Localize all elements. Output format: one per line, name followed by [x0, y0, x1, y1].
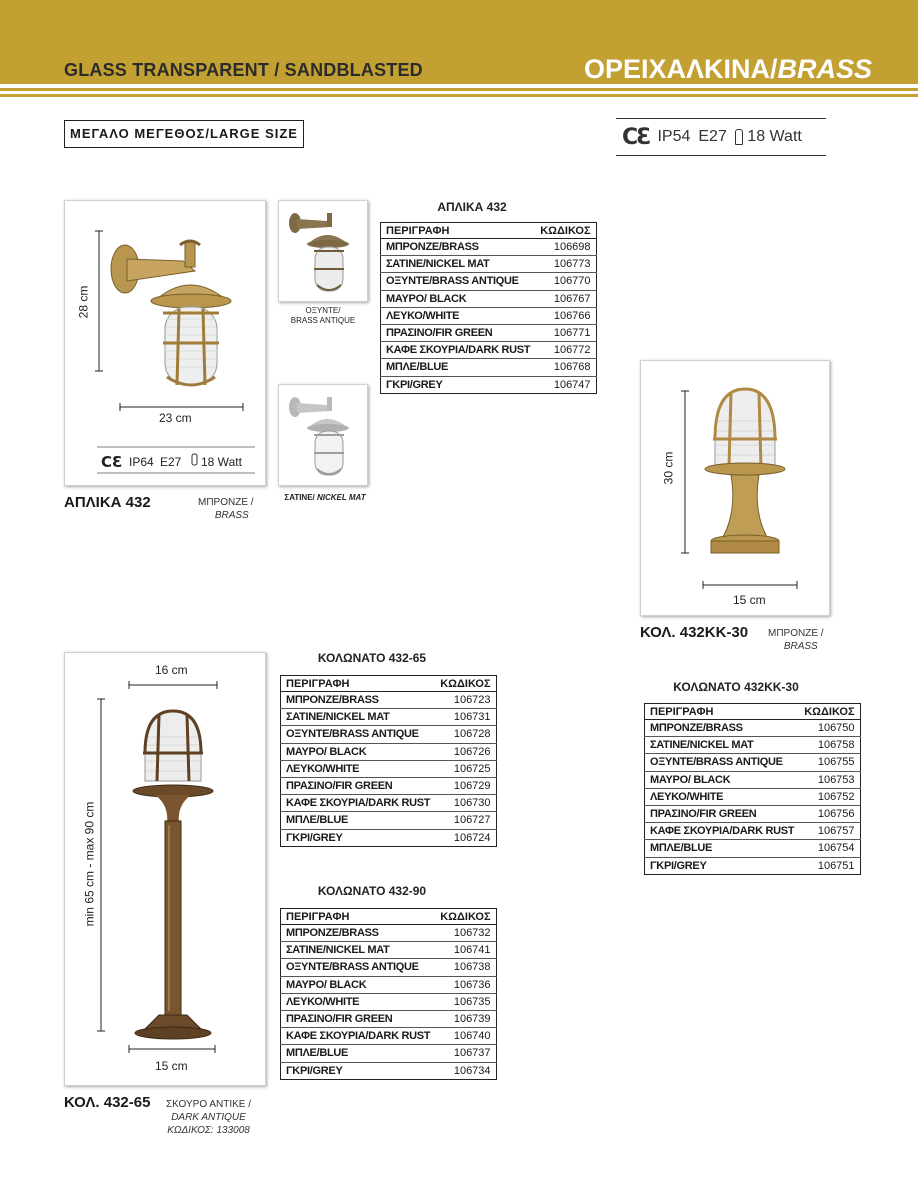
table-row	[281, 925, 497, 942]
row-description: ΛΕΥΚΟ/WHITE	[281, 993, 436, 1010]
post65-base-width: 15 cm	[155, 1059, 188, 1073]
post30-photo	[640, 360, 830, 616]
table-header-row	[281, 676, 497, 692]
table-row	[381, 307, 597, 324]
row-description: ΚΑΦΕ ΣΚΟΥΡΙΑ/DARK RUST	[381, 342, 536, 359]
post65-color	[166, 1098, 251, 1137]
post30-title: ΚΟΛ. 432ΚΚ-30	[640, 624, 749, 641]
row-description: ΚΑΦΕ ΣΚΟΥΡΙΑ/DARK RUST	[281, 795, 436, 812]
table-432	[380, 222, 597, 394]
row-code: 106739	[435, 1010, 496, 1027]
antique-lamp-illustration	[279, 201, 367, 301]
table-row	[645, 857, 861, 874]
table-row	[645, 754, 861, 771]
row-description: ΜΠΛΕ/BLUE	[281, 1045, 436, 1062]
row-description: ΟΞΥΝΤΕ/BRASS ANTIQUE	[281, 959, 436, 976]
table-row	[645, 720, 861, 737]
row-code: 106729	[435, 777, 496, 794]
table-header-row	[381, 223, 597, 239]
row-code: 106740	[435, 1028, 496, 1045]
row-description: ΜΑΥΡΟ/ BLACK	[381, 290, 536, 307]
spec-watt-value: 18 Watt	[747, 128, 802, 145]
row-description: ΛΕΥΚΟ/WHITE	[645, 788, 800, 805]
row-description: ΣΑΤΙΝΕ/NICKEL MAT	[645, 737, 800, 754]
table-row	[645, 771, 861, 788]
table-head-desc: ΠΕΡΙΓΡΑΦΗ	[381, 223, 536, 239]
post65-photo	[64, 652, 266, 1086]
table-row	[281, 976, 497, 993]
table-row	[281, 692, 497, 709]
table-432-90	[280, 908, 497, 1080]
post30-color-en: BRASS	[783, 641, 818, 652]
table-row	[281, 743, 497, 760]
row-description: ΜΑΥΡΟ/ BLACK	[281, 743, 436, 760]
row-code: 106753	[799, 771, 860, 788]
row-code: 106735	[435, 993, 496, 1010]
table-row	[381, 342, 597, 359]
row-code: 106755	[799, 754, 860, 771]
table-row	[381, 324, 597, 341]
spec-box-top	[616, 118, 826, 156]
header-right-english: BRASS	[777, 54, 872, 84]
row-code: 106732	[435, 925, 496, 942]
table-row	[281, 777, 497, 794]
wall-lamp-height: 28 cm	[76, 285, 91, 319]
table-row	[645, 823, 861, 840]
row-code: 106752	[799, 788, 860, 805]
row-code: 106768	[535, 359, 596, 376]
post65-top-width: 16 cm	[155, 663, 188, 677]
row-description: ΜΠΛΕ/BLUE	[645, 840, 800, 857]
row-code: 106723	[435, 692, 496, 709]
table-432-title: ΑΠΛΙΚΑ 432	[437, 200, 507, 214]
post30-color-gr: ΜΠΡΟΝΖΕ /	[768, 628, 824, 639]
row-description: ΛΕΥΚΟ/WHITE	[281, 760, 436, 777]
row-code: 106750	[799, 720, 860, 737]
row-description: ΜΠΡΟΝΖΕ/BRASS	[281, 692, 436, 709]
table-row	[281, 959, 497, 976]
table-head-desc: ΠΕΡΙΓΡΑΦΗ	[281, 676, 436, 692]
table-head-desc: ΠΕΡΙΓΡΑΦΗ	[281, 909, 436, 925]
row-code: 106734	[453, 1064, 491, 1077]
row-description: ΜΠΡΟΝΖΕ/BRASS	[281, 925, 436, 942]
table-row	[281, 726, 497, 743]
row-code: 106725	[435, 760, 496, 777]
antique-thumb-caption-en: BRASS ANTIQUE	[290, 316, 356, 325]
table-row	[381, 239, 597, 256]
wall-lamp-photo	[64, 200, 266, 486]
row-code: 106698	[535, 239, 596, 256]
table-head-code: ΚΩΔΙΚΟΣ	[535, 223, 596, 239]
row-code: 106731	[435, 709, 496, 726]
table-head-code: ΚΩΔΙΚΟΣ	[435, 909, 496, 925]
row-code: 106771	[535, 324, 596, 341]
row-description: ΟΞΥΝΤΕ/BRASS ANTIQUE	[381, 273, 536, 290]
row-code: 106767	[535, 290, 596, 307]
wall-spec-socket: E27	[160, 455, 182, 469]
row-description: ΟΞΥΝΤΕ/BRASS ANTIQUE	[281, 726, 436, 743]
post65-code: ΚΩΔΙΚΟΣ: 133008	[167, 1125, 250, 1136]
header-right-greek: ΟΡΕΙΧΑΛΚΙΝΑ/	[583, 54, 778, 84]
table-432kk30	[644, 703, 861, 875]
table-row	[381, 290, 597, 307]
row-description: ΣΑΤΙΝΕ/NICKEL MAT	[381, 256, 536, 273]
table-head-code: ΚΩΔΙΚΟΣ	[435, 676, 496, 692]
wall-lamp-nickel-thumb	[278, 384, 368, 486]
wall-lamp-title: ΑΠΛΙΚΑ 432	[64, 494, 151, 511]
row-description: ΜΑΥΡΟ/ BLACK	[281, 976, 436, 993]
row-code: 106747	[553, 378, 591, 391]
post30-height: 30 cm	[661, 451, 676, 485]
row-code: 106741	[435, 942, 496, 959]
header-right-title	[584, 54, 872, 85]
row-code: 106726	[435, 743, 496, 760]
wall-lamp-illustration	[65, 201, 265, 485]
wall-lamp-color	[198, 496, 254, 522]
nickel-thumb-caption	[282, 493, 368, 503]
wall-lamp-color-en: BRASS	[214, 510, 249, 521]
row-code: 106757	[799, 823, 860, 840]
table-row	[281, 1062, 497, 1079]
row-code: 106756	[799, 805, 860, 822]
post65-color-gr: ΣΚΟΥΡΟ ΑΝΤΙΚΕ /	[166, 1099, 252, 1110]
row-description: ΚΑΦΕ ΣΚΟΥΡΙΑ/DARK RUST	[281, 1028, 436, 1045]
row-description: ΣΑΤΙΝΕ/NICKEL MAT	[281, 942, 436, 959]
row-code: 106737	[435, 1045, 496, 1062]
nickel-thumb-caption-en: NICKEL MAT	[317, 493, 366, 502]
table-row	[381, 273, 597, 290]
row-code: 106773	[535, 256, 596, 273]
table-432-90-title: ΚΟΛΩΝΑΤΟ 432-90	[317, 884, 427, 898]
ce-mark-small-icon: CƐ	[101, 453, 123, 471]
row-code: 106730	[435, 795, 496, 812]
post30-color	[768, 627, 824, 653]
table-row	[281, 795, 497, 812]
table-row	[281, 993, 497, 1010]
table-432-65	[280, 675, 497, 847]
row-description: ΠΡΑΣΙΝΟ/FIR GREEN	[381, 324, 536, 341]
antique-thumb-caption-gr: ΟΞΥΝΤΕ/	[305, 306, 341, 315]
row-description: ΜΑΥΡΟ/ BLACK	[645, 771, 800, 788]
table-header-row	[645, 704, 861, 720]
table-head-code: ΚΩΔΙΚΟΣ	[799, 704, 860, 720]
spec-watt	[735, 128, 802, 146]
nickel-thumb-caption-gr: ΣΑΤΙΝΕ/	[284, 493, 315, 502]
table-432-65-title: ΚΟΛΩΝΑΤΟ 432-65	[317, 651, 427, 665]
row-code: 106738	[435, 959, 496, 976]
table-row	[381, 359, 597, 376]
row-description: ΓΚΡΙ/GREY	[286, 1064, 343, 1077]
table-row	[281, 1045, 497, 1062]
row-description: ΜΠΛΕ/BLUE	[281, 812, 436, 829]
row-code: 106766	[535, 307, 596, 324]
table-row	[281, 942, 497, 959]
table-432kk30-title: ΚΟΛΩΝΑΤΟ 432ΚΚ-30	[673, 680, 799, 694]
table-row	[281, 1010, 497, 1027]
row-code: 106728	[435, 726, 496, 743]
row-code: 106736	[435, 976, 496, 993]
post65-color-en: DARK ANTIQUE	[171, 1112, 246, 1123]
header-rule-bottom	[0, 94, 918, 97]
row-description: ΓΚΡΙ/GREY	[386, 378, 443, 391]
row-description: ΠΡΑΣΙΝΟ/FIR GREEN	[645, 805, 800, 822]
table-row	[645, 805, 861, 822]
row-description: ΜΠΡΟΝΖΕ/BRASS	[645, 720, 800, 737]
wall-lamp-antique-thumb	[278, 200, 368, 302]
row-description: ΓΚΡΙ/GREY	[650, 859, 707, 872]
spec-ip: IP54	[657, 128, 691, 145]
row-code: 106724	[453, 831, 491, 844]
spec-socket: E27	[698, 128, 727, 145]
wall-spec-ip: IP64	[129, 455, 154, 469]
table-row	[281, 760, 497, 777]
bulb-icon	[735, 129, 743, 145]
post30-width: 15 cm	[733, 593, 766, 607]
wall-lamp-width: 23 cm	[159, 411, 192, 425]
table-row	[381, 376, 597, 393]
row-description: ΠΡΑΣΙΝΟ/FIR GREEN	[281, 1010, 436, 1027]
size-label: ΜΕΓΑΛΟ ΜΕΓΕΘΟΣ/LARGE SIZE	[64, 120, 304, 148]
table-row	[381, 256, 597, 273]
header-left-title: GLASS TRANSPARENT / SANDBLASTED	[64, 60, 423, 80]
row-description: ΣΑΤΙΝΕ/NICKEL MAT	[281, 709, 436, 726]
row-description: ΚΑΦΕ ΣΚΟΥΡΙΑ/DARK RUST	[645, 823, 800, 840]
post65-title: ΚΟΛ. 432-65	[64, 1094, 151, 1111]
row-description: ΜΠΡΟΝΖΕ/BRASS	[381, 239, 536, 256]
table-row	[281, 829, 497, 846]
table-row	[281, 1028, 497, 1045]
row-code: 106754	[799, 840, 860, 857]
row-code: 106751	[817, 859, 855, 872]
nickel-lamp-illustration	[279, 385, 367, 485]
table-row	[645, 788, 861, 805]
row-code: 106758	[799, 737, 860, 754]
table-row	[645, 840, 861, 857]
ce-mark-icon: CƐ	[622, 124, 650, 150]
table-row	[281, 812, 497, 829]
post65-height: min 65 cm - max 90 cm	[82, 801, 97, 927]
wall-lamp-color-gr: ΜΠΡΟΝΖΕ /	[198, 497, 254, 508]
row-code: 106770	[535, 273, 596, 290]
wall-spec-watt: 18 Watt	[201, 455, 242, 469]
antique-thumb-caption	[282, 306, 364, 326]
row-description: ΠΡΑΣΙΝΟ/FIR GREEN	[281, 777, 436, 794]
row-description: ΜΠΛΕ/BLUE	[381, 359, 536, 376]
table-head-desc: ΠΕΡΙΓΡΑΦΗ	[645, 704, 800, 720]
table-header-row	[281, 909, 497, 925]
post30-illustration	[641, 361, 829, 615]
table-row	[281, 709, 497, 726]
row-description: ΛΕΥΚΟ/WHITE	[381, 307, 536, 324]
header-rule-top	[0, 88, 918, 91]
row-description: ΓΚΡΙ/GREY	[286, 831, 343, 844]
row-description: ΟΞΥΝΤΕ/BRASS ANTIQUE	[645, 754, 800, 771]
row-code: 106772	[535, 342, 596, 359]
row-code: 106727	[435, 812, 496, 829]
table-row	[645, 737, 861, 754]
